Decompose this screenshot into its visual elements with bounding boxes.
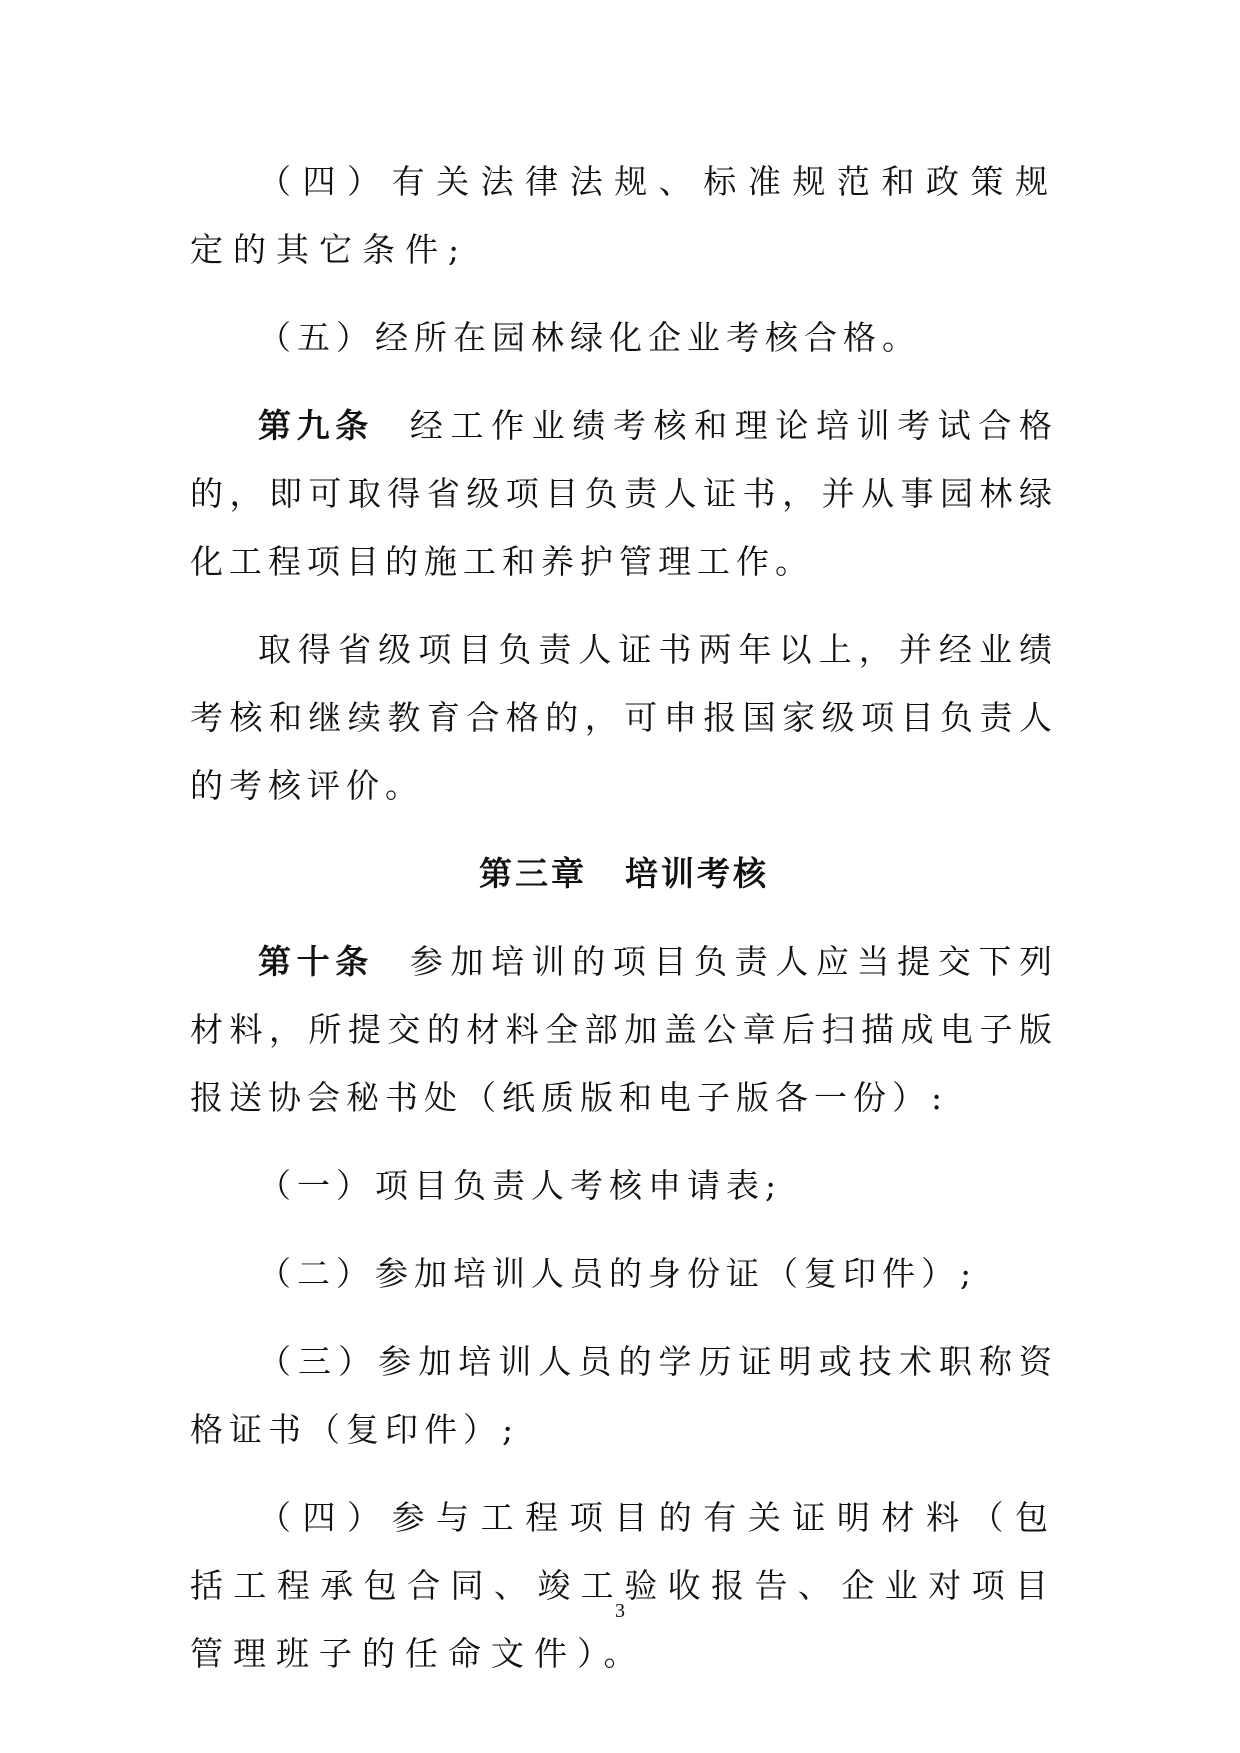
page-number: 3 (615, 1600, 625, 1622)
page-content (190, 148, 1058, 1708)
item-four-project-materials: （四）参与工程项目的有关证明材料（包括工程承包合同、竣工验收报告、企业对项目管理班子的任命文件）。 (190, 1498, 1058, 1673)
national-level-paragraph: 取得省级项目负责人证书两年以上，并经业绩考核和继续教育合格的，可申报国家级项目负责人的考核评价。 (190, 630, 1058, 805)
item-five-enterprise-assessment: （五）经所在园林绿化企业考核合格。 (258, 318, 921, 357)
article-nine-number: 第九条 (258, 406, 374, 445)
chapter-number: 第三章 (479, 854, 587, 893)
item-two-id-card: （二）参加培训人员的身份证（复印件）; (258, 1254, 978, 1293)
article-ten-number: 第十条 (258, 942, 374, 981)
article-nine (190, 392, 1058, 596)
item-one-application-form: （一）项目负责人考核申请表; (258, 1166, 783, 1205)
item-four-other-conditions: （四）有关法律法规、标准规范和政策规定的其它条件; (190, 162, 1058, 269)
item-three-education-certificate: （三）参加培训人员的学历证明或技术职称资格证书（复印件）; (190, 1342, 1058, 1449)
chapter-heading (190, 840, 1058, 908)
article-ten (190, 928, 1058, 1132)
article-ten-text: 参加培训的项目负责人应当提交下列材料，所提交的材料全部加盖公章后扫描成电子版报送协会秘书处（纸质版和电子版各一份）: (190, 942, 1059, 1117)
chapter-title: 培训考核 (625, 854, 769, 893)
article-nine-text: 经工作业绩考核和理论培训考试合格的，即可取得省级项目负责人证书，并从事园林绿化工程项目的施工和养护管理工作。 (190, 406, 1059, 581)
